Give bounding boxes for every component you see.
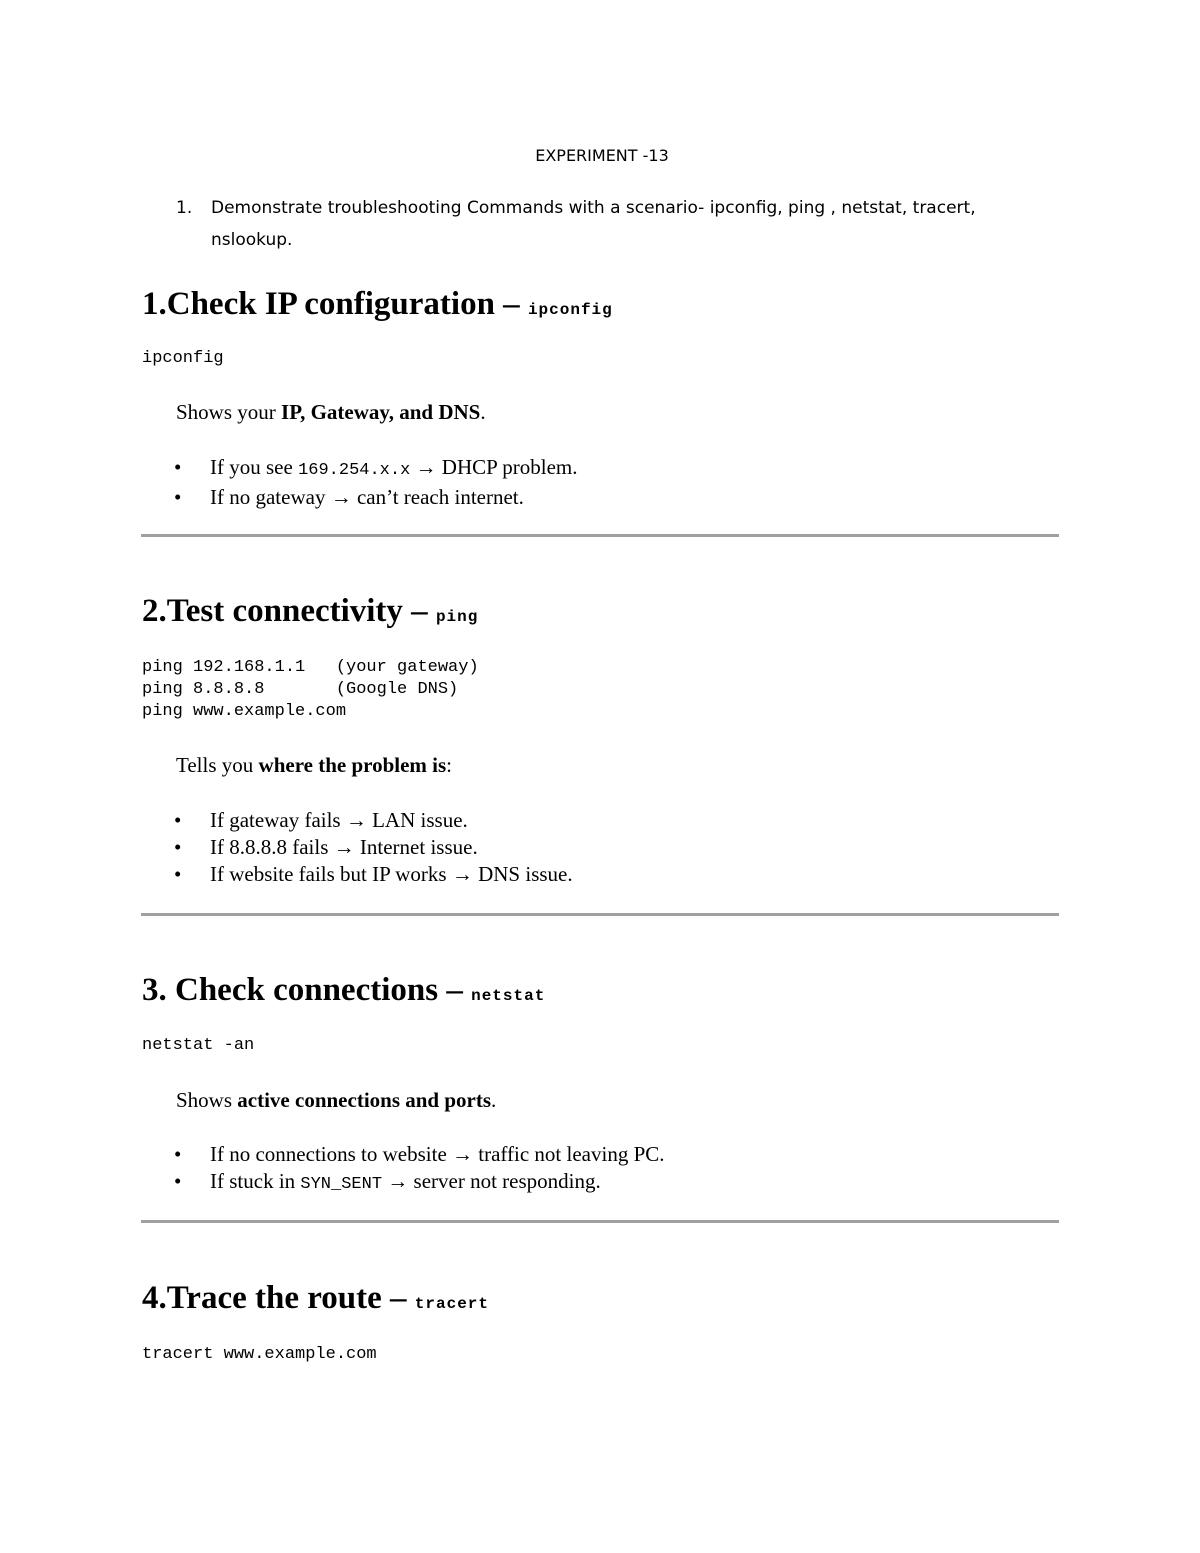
section-description: Shows active connections and ports. xyxy=(176,1088,497,1112)
list-item: • If website fails but IP works → DNS issue. xyxy=(174,862,573,886)
section-description: Shows your IP, Gateway, and DNS. xyxy=(176,400,486,424)
code-block-tracert: tracert www.example.com xyxy=(142,1345,377,1364)
section-heading-tracert: 4.Trace the route – tracert xyxy=(142,1280,490,1316)
section-command: ping xyxy=(435,608,479,626)
task-text: Demonstrate troubleshooting Commands with a scenario- ipconfig, ping , netstat, tracert, nslookup. xyxy=(211,198,976,250)
section-heading-netstat: 3. Check connections – netstat xyxy=(142,972,546,1008)
list-item: • If gateway fails → LAN issue. xyxy=(174,808,468,832)
bullet-list xyxy=(174,1141,665,1198)
document-title: EXPERIMENT -13 xyxy=(535,146,669,165)
section-command: ipconfig xyxy=(527,301,613,319)
code-block-ping: ping 192.168.1.1 (your gateway) ping 8.8.8.8 (Google DNS) ping www.example.com xyxy=(142,658,479,721)
section-divider xyxy=(141,913,1059,916)
code-block-ipconfig: ipconfig xyxy=(142,349,224,368)
list-item: • If no gateway → can’t reach internet. xyxy=(174,485,524,509)
code-block-netstat: netstat -an xyxy=(142,1036,255,1055)
task-number: 1. xyxy=(176,198,193,218)
section-divider xyxy=(141,534,1059,537)
bullet-list xyxy=(174,454,578,511)
list-item: • If 8.8.8.8 fails → Internet issue. xyxy=(174,835,478,859)
section-command: netstat xyxy=(471,987,546,1005)
section-description: Tells you where the problem is: xyxy=(176,753,453,777)
section-command: tracert xyxy=(414,1295,490,1313)
section-heading-ping: 2.Test connectivity – ping xyxy=(142,593,479,629)
list-item: • If stuck in SYN_SENT → server not responding. xyxy=(174,1169,601,1194)
list-item: • If no connections to website → traffic not leaving PC. xyxy=(174,1142,665,1166)
list-item: • If you see 169.254.x.x → DHCP problem. xyxy=(174,455,578,480)
section-divider xyxy=(141,1220,1059,1223)
section-heading-ipconfig: 1.Check IP configuration – ipconfig xyxy=(142,286,613,322)
bullet-list xyxy=(174,807,573,888)
